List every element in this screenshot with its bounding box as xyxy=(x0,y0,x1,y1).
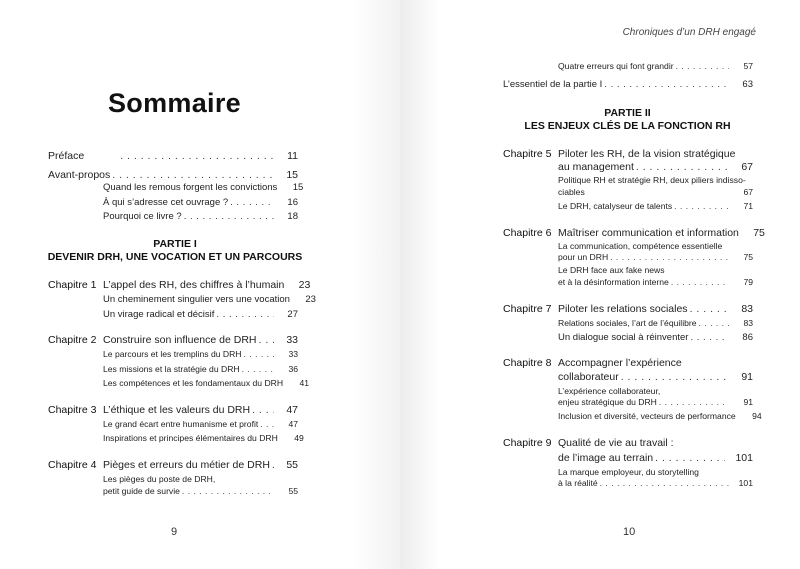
part-number: PARTIE I xyxy=(153,238,197,250)
toc-chapter-title[interactable] xyxy=(558,161,753,173)
toc-subentry-label: Inclusion et diversité, vecteurs de performance xyxy=(558,411,736,421)
toc-subentry[interactable] xyxy=(103,349,298,359)
leader-dots xyxy=(610,252,729,262)
toc-entry-avant-propos[interactable] xyxy=(48,169,298,181)
chapter-number: Chapitre 6 xyxy=(503,227,552,239)
toc-subentry-page: 94 xyxy=(752,411,762,421)
toc-subentry-label: Le parcours et les tremplins du DRH xyxy=(103,349,242,359)
toc-subentry-label: Un cheminement singulier vers une vocation xyxy=(103,294,290,305)
toc-subentry[interactable] xyxy=(103,211,298,222)
chapter-title: collaborateur xyxy=(558,371,619,383)
leader-dots xyxy=(242,364,274,374)
toc-subentry[interactable] xyxy=(103,309,298,320)
toc-subentry-label: Pourquoi ce livre ? xyxy=(103,211,182,222)
leader-dots xyxy=(120,150,274,162)
page-number: 10 xyxy=(623,526,636,538)
chapter-page: 23 xyxy=(298,279,311,291)
toc-subentry-line1: Politique RH et stratégie RH, deux piliers indisso- xyxy=(558,175,746,185)
chapter-title: Piloter les relations sociales xyxy=(558,303,688,315)
leader-dots xyxy=(252,404,274,416)
toc-subentry-page: 18 xyxy=(287,211,298,222)
toc-chapter-title[interactable] xyxy=(103,334,298,346)
toc-subentry-label: Les missions et la stratégie du DRH xyxy=(103,364,240,374)
toc-chapter-title[interactable] xyxy=(558,452,753,464)
toc-subentry-line1: Le DRH face aux fake news xyxy=(558,265,665,275)
leader-dots xyxy=(182,486,274,496)
part-number: PARTIE II xyxy=(604,107,651,119)
toc-chapter-title[interactable] xyxy=(103,459,298,471)
toc-subentry-label: Relations sociales, l’art de l’équilibre xyxy=(558,318,697,328)
toc-subentry[interactable] xyxy=(103,364,298,374)
toc-entry-page: 11 xyxy=(287,150,298,162)
leader-dots xyxy=(112,169,274,181)
toc-entry-essentiel[interactable] xyxy=(503,79,753,90)
leader-dots xyxy=(621,371,729,383)
leader-dots xyxy=(272,459,274,471)
page-title: Sommaire xyxy=(108,88,241,118)
chapter-page: 91 xyxy=(741,371,753,383)
toc-subentry-page: 57 xyxy=(743,61,753,71)
chapter-page: 101 xyxy=(735,452,753,464)
toc-subentry[interactable] xyxy=(103,294,316,305)
toc-entry-preface[interactable] xyxy=(48,150,298,162)
toc-subentry-line1: La marque employeur, du storytelling xyxy=(558,467,699,477)
toc-subentry[interactable] xyxy=(558,252,753,262)
chapter-page: 75 xyxy=(753,227,765,239)
toc-subentry-line1: L’expérience collaborateur, xyxy=(558,386,661,396)
leader-dots xyxy=(184,211,274,222)
toc-subentry-label: Quatre erreurs qui font grandir xyxy=(558,61,674,71)
toc-subentry-page: 47 xyxy=(288,419,298,429)
chapter-number: Chapitre 1 xyxy=(48,279,97,291)
toc-subentry-page: 27 xyxy=(287,309,298,320)
chapter-page: 47 xyxy=(286,404,298,416)
toc-subentry-page: 33 xyxy=(288,349,298,359)
chapter-number: Chapitre 5 xyxy=(503,148,552,160)
toc-subentry-label: Le DRH, catalyseur de talents xyxy=(558,201,673,211)
leader-dots xyxy=(244,349,274,359)
toc-entry-label: L’essentiel de la partie I xyxy=(503,79,603,90)
toc-subentry-label: Quand les remous forgent les convictions xyxy=(103,182,278,193)
toc-entry-page: 15 xyxy=(286,169,298,181)
toc-subentry-line1: Les pièges du poste de DRH, xyxy=(103,474,216,484)
chapter-title-line1: Qualité de vie au travail : xyxy=(558,437,674,449)
toc-subentry-label: Un dialogue social à réinventer xyxy=(558,332,689,343)
leader-dots xyxy=(676,61,729,71)
toc-subentry-page: 75 xyxy=(743,252,753,262)
leader-dots xyxy=(671,277,729,287)
leader-dots xyxy=(259,334,275,346)
leader-dots xyxy=(699,318,729,328)
toc-subentry-page: 91 xyxy=(743,397,753,407)
part-title: LES ENJEUX CLÉS DE LA FONCTION RH xyxy=(524,120,731,132)
toc-subentry-page: 23 xyxy=(305,294,316,305)
toc-subentry-page: 79 xyxy=(743,277,753,287)
chapter-title: L’éthique et les valeurs du DRH xyxy=(103,404,251,416)
leader-dots xyxy=(230,197,274,208)
running-head: Chroniques d’un DRH engagé xyxy=(622,27,756,38)
chapter-number: Chapitre 4 xyxy=(48,459,97,471)
toc-subentry[interactable] xyxy=(558,277,753,287)
chapter-title: au management xyxy=(558,161,634,173)
toc-entry-page: 63 xyxy=(742,79,753,90)
toc-subentry-page: 49 xyxy=(294,433,304,443)
toc-subentry[interactable] xyxy=(558,332,753,343)
chapter-page: 55 xyxy=(286,459,298,471)
toc-subentry[interactable] xyxy=(558,411,762,421)
toc-chapter-title[interactable] xyxy=(103,279,311,291)
toc-entry-label: Avant-propos xyxy=(48,169,111,181)
leader-dots xyxy=(260,419,274,429)
chapter-page: 67 xyxy=(741,161,753,173)
toc-subentry-page: 16 xyxy=(287,197,298,208)
chapter-title-line1: Piloter les RH, de la vision stratégique xyxy=(558,148,736,160)
leader-dots xyxy=(690,332,729,343)
chapter-title: Maîtriser communication et information xyxy=(558,227,739,239)
toc-subentry-page: 86 xyxy=(742,332,753,343)
leader-dots xyxy=(604,79,729,90)
chapter-page: 83 xyxy=(741,303,753,315)
leader-dots xyxy=(659,397,729,407)
toc-subentry[interactable] xyxy=(103,433,304,443)
toc-chapter-title[interactable] xyxy=(558,371,753,383)
toc-chapter-title[interactable] xyxy=(103,404,298,416)
chapter-number: Chapitre 8 xyxy=(503,357,552,369)
toc-chapter-title[interactable] xyxy=(558,227,765,239)
toc-subentry-page: 36 xyxy=(288,364,298,374)
toc-subentry[interactable] xyxy=(558,187,753,197)
chapter-title-line1: Accompagner l’expérience xyxy=(558,357,682,369)
toc-subentry[interactable] xyxy=(103,197,298,208)
page-number: 9 xyxy=(171,526,178,538)
toc-subentry-page: 55 xyxy=(288,486,298,496)
chapter-title: Construire son influence de DRH xyxy=(103,334,257,346)
chapter-title: Pièges et erreurs du métier de DRH xyxy=(103,459,270,471)
toc-subentry-page: 101 xyxy=(738,478,753,488)
toc-subentry-label: Inspirations et principes élémentaires du DRH xyxy=(103,433,278,443)
toc-subentry[interactable] xyxy=(103,419,298,429)
toc-subentry-label: Un virage radical et décisif xyxy=(103,309,215,320)
chapter-title: de l’image au terrain xyxy=(558,452,654,464)
toc-subentry-label: pour un DRH xyxy=(558,252,609,262)
part-heading xyxy=(495,107,760,133)
right-page xyxy=(400,0,800,569)
toc-subentry-label: Les compétences et les fondamentaux du DRH xyxy=(103,378,284,388)
toc-subentry[interactable] xyxy=(558,397,753,407)
chapter-number: Chapitre 2 xyxy=(48,334,97,346)
chapter-number: Chapitre 9 xyxy=(503,437,552,449)
leader-dots xyxy=(636,161,729,173)
toc-subentry[interactable] xyxy=(103,182,304,193)
toc-subentry-label: à la réalité xyxy=(558,478,598,488)
chapter-page: 33 xyxy=(286,334,298,346)
part-title: DEVENIR DRH, UNE VOCATION ET UN PARCOURS xyxy=(47,251,303,263)
toc-subentry[interactable] xyxy=(558,478,753,488)
toc-subentry-label: Le grand écart entre humanisme et profit xyxy=(103,419,259,429)
toc-chapter-title[interactable] xyxy=(558,303,753,315)
toc-subentry-page: 41 xyxy=(299,378,310,388)
chapter-number: Chapitre 7 xyxy=(503,303,552,315)
leader-dots xyxy=(674,201,729,211)
toc-entry-label: Préface xyxy=(48,150,85,162)
chapter-title: L’appel des RH, des chiffres à l’humain xyxy=(103,279,285,291)
leader-dots xyxy=(600,478,729,488)
toc-subentry-page: 67 xyxy=(743,187,753,197)
leader-dots xyxy=(655,452,725,464)
toc-subentry-label: ciables xyxy=(558,187,585,197)
toc-subentry[interactable] xyxy=(103,486,298,496)
toc-subentry-line1: La communication, compétence essentielle xyxy=(558,241,723,251)
toc-subentry[interactable] xyxy=(558,201,753,211)
toc-subentry[interactable] xyxy=(558,61,753,71)
toc-subentry-page: 71 xyxy=(743,201,753,211)
toc-subentry-label: À qui s’adresse cet ouvrage ? xyxy=(103,197,229,208)
toc-subentry-page: 83 xyxy=(743,318,753,328)
toc-subentry-label: petit guide de survie xyxy=(103,486,180,496)
chapter-number: Chapitre 3 xyxy=(48,404,97,416)
toc-subentry-label: et à la désinformation interne xyxy=(558,277,669,287)
toc-subentry[interactable] xyxy=(558,318,753,328)
toc-subentry[interactable] xyxy=(103,378,310,388)
toc-subentry-label: enjeu stratégique du DRH xyxy=(558,397,657,407)
leader-dots xyxy=(690,303,729,315)
toc-subentry-page: 15 xyxy=(292,182,304,193)
part-heading xyxy=(40,238,310,264)
leader-dots xyxy=(216,309,274,320)
